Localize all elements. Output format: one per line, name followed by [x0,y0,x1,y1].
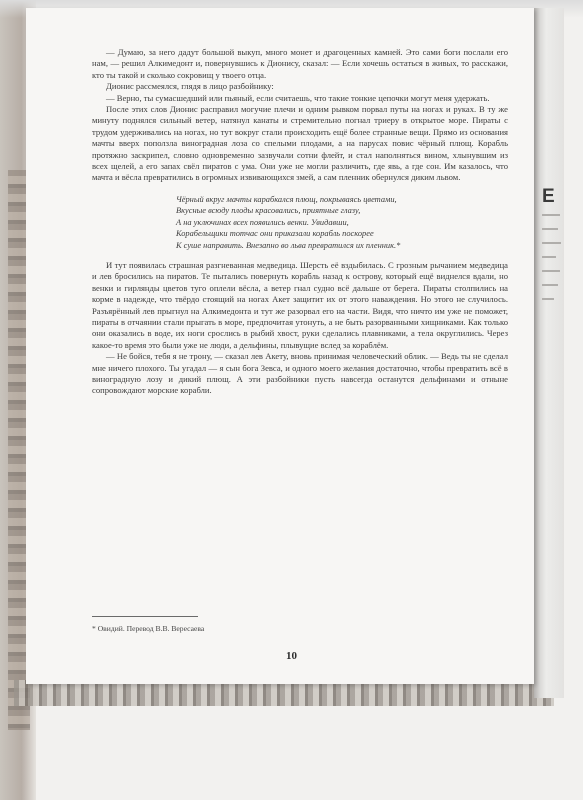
adjacent-page-line [542,298,554,300]
paragraph: Дионис рассмеялся, глядя в лицо разбойнику: [106,81,274,92]
verse-line: Вкусные всюду плоды красовались, приятные глазу, [176,206,361,216]
adjacent-page-line [542,270,560,272]
body-text [92,47,508,397]
verse-line: А на уключинах всех появились венки. Увидавши, [176,217,349,227]
paragraph: — Верно, ты сумасшедший или пьяный, если считаешь, что такие тонкие цепочки могут меня удержать. [106,92,490,103]
adjacent-page-line [542,228,558,230]
verse-line: Корабельщики тотчас они приказали корабль поскорее [176,229,374,239]
adjacent-page-line [542,214,560,216]
footnote-divider [92,616,198,617]
verse-line: Чёрный вкруг мачты карабкался плющ, покрываясь цветами, [176,194,397,204]
paragraph: И тут появилась страшная разгневанная медведица. Шерсть её вздыбилась. С грозным рычанием медведица и лев бросились на пиратов. Те пытались повернуть корабль назад к острову, который ещё виднелся вдали, но венки и гирлянды цветов туго оплели вёсла, а ветер гнал судно всё дальше от берега. Пираты столпились на корме в надежде, что твёрдо стоящий на ногах Акет защитит их от этого наваждения. Но этого не случилось. Разъярённый лев прыгнул на Алкимедонта и тут же разорвал его на части. Видя, что ничто им уже не поможет, пираты в отчаянии стали прыгать в море, предпочитая утонуть, а не быть разорванными хищниками. Как только они оказались в воде, их ноги срослись в рыбий хвост, руки сделались плавниками, а тела округлились. Через какое-то время это были уже не люди, а дельфины, плывущие вслед за кораблём. [92,259,508,350]
verse-line: К суше направить. Внезапно во льва превратился их пленник.* [176,240,401,250]
paragraph: — Думаю, за него дадут большой выкуп, много монет и драгоценных камней. Это сами боги послали его нам, — решил Алкимедонт и, повернувшись к Дионису, сказал: — Если хочешь остаться в живых, то расскажи, кто ты такой и сколько сокровищ у твоего отца. [92,47,508,80]
verse-quote [176,194,508,251]
page-number: 10 [286,650,297,662]
adjacent-page-line [542,256,556,258]
paragraph: После этих слов Дионис расправил могучие плечи и одним рывком порвал путы на ногах и руках. В ту же минуту поднялся сильный ветер, натянул канаты и стремительно погнал триеру в открытое море. Пираты с трудом удерживались на ногах, но тут вокруг стали происходить ещё более странные вещи. Прямо из основания мачты вверх поползла виноградная лоза со спелыми плодами, а на парусах повис чёрный плющ. Корабль протяжно заскрипел, словно одновременно зазвучали сотни флейт, и стал наполняться вином, хлынувшим из всех щелей, а его запах свёл пиратов с ума. Они уже не могли различить, где явь, а где сон. Им казалось, что мачта и вёсла превратились в огромных извивающихся змей, а сам пленник обернулся диким львом. [92,104,508,183]
adjacent-page-edge [534,8,564,698]
adjacent-page-line [542,284,558,286]
footnote: * Овидий. Перевод В.В. Вересаева [92,624,205,633]
adjacent-page-drop-cap: Е [542,186,555,207]
adjacent-page-line [542,242,561,244]
paragraph: — Не бойся, тебя я не трону, — сказал лев Акету, вновь принимая человеческий облик. — Ведь ты не сделал мне ничего плохого. Ты угадал — я сын бога Зевса, и одного моего желания достаточно, чтобы превратить всё в виноградную лозу и дикий плющ. А эти разбойники пусть навсегда останутся дельфинами и отныне сопровождают морские корабли. [92,351,508,396]
